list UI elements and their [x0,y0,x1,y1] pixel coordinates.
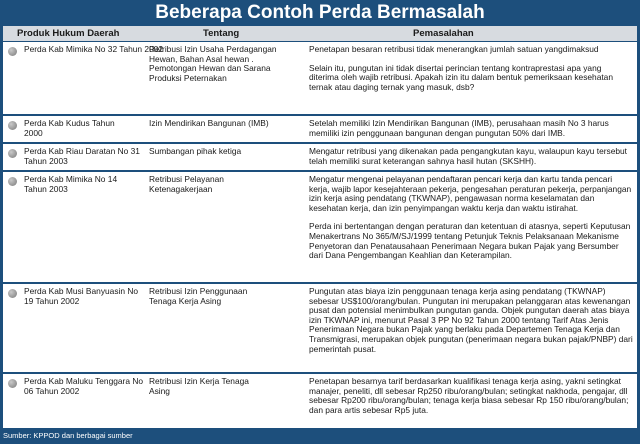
bullet-icon [8,379,17,388]
cell-tentang: Retribusi Pelayanan Ketenagakerjaan [149,174,224,194]
pemasalahan-paragraph: Mengatur retribusi yang dikenakan pada pengangkutan kayu, walaupun kayu tersebut telah memiliki surat keterangan sahnya hasil hutan (SKSHH). [309,146,628,166]
pemasalahan-paragraph: Pungutan atas biaya izin penggunaan tenaga kerja asing pendatang (TKWNAP) sebesar US$100/orang/bulan. Pungutan ini merupakan pelanggaran atas kewenangan pusat dan potensial menimbulkan pungutan ganda. Objek pungutan daerah atas biaya izin TKWNAP ini, menurut Pasal 3 PP No 92 Tahun 2000 tentang Tarif Atas Jenis Penerimaan Negara bukan Pajak yang berlaku pada Departemen Tenaga Kerja dan Transmigrasi, merupakan objek pungutan (penerimaan negara bukan pajak/PNBP) dari pemerintah pusat. [309,286,633,354]
cell-produk: Perda Kab Mimika No 32 Tahun 2002 [24,44,164,54]
cell-tentang: Sumbangan pihak ketiga [149,146,242,156]
header-produk: Produk Hukum Daerah [17,28,120,39]
cell-tentang: Retribusi Izin Kerja Tenaga Asing [149,376,249,396]
cell-produk: Perda Kab Maluku Tenggara No 06 Tahun 2002 [24,376,144,396]
cell-pemasalahan [309,119,633,138]
cell-pemasalahan [309,287,633,354]
pemasalahan-paragraph: Penetapan besarnya tarif berdasarkan kualifikasi tenaga kerja asing, yakni setingkat manajer, peneliti, dll sebesar Rp250 ribu/orang/bulan; setingkat nakhoda, pengajar, dll sebesar Rp200 ribu/orang/bulan; tenaga kerja biasa sebesar Rp 150 ribu/orang/bulan; dan para artis sebesar Rp5 juta. [309,376,629,415]
bullet-icon [8,47,17,56]
pemasalahan-paragraph: Selain itu, pungutan ini tidak disertai perincian tentang kontraprestasi apa yang diterima oleh wajib retribusi. Apakah izin itu dalam bentuk pemeriksaan kesehatan ternak atau daging ternak yang masuk, dsb? [309,62,613,92]
header-pemasalahan: Pemasalahan [413,28,474,39]
cell-pemasalahan [309,377,633,415]
pemasalahan-paragraph: Perda ini bertentangan dengan peraturan dan ketentuan di atasnya, seperti Keputusan Menakertrans No 365/M/SJ/1999 tentang Petunjuk Teknis Pelaksanaan Mekanisme Penyetoran dan Penatausahaan Penerimaan Negara bukan Pajak yang Bersumber dari Dana Pengembangan Keahlian dan Keterampilan. [309,221,631,261]
cell-pemasalahan [309,175,633,261]
table-row [3,116,637,142]
table-row [3,42,637,114]
pemasalahan-paragraph: Setelah memiliki Izin Mendirikan Bangunan (IMB), perusahaan masih No 3 harus memiliki izin penggunaan bangunan dengan pungutan 50% dari IMB. [309,118,609,138]
bullet-icon [8,121,17,130]
bullet-icon [8,289,17,298]
pemasalahan-paragraph: Penetapan besaran retribusi tidak menerangkan jumlah satuan yangdimaksud [309,44,599,54]
table-row [3,172,637,282]
table-header [3,26,637,41]
table-row [3,144,637,170]
bullet-icon [8,177,17,186]
table-row [3,374,637,428]
table-row [3,284,637,372]
cell-tentang: Retribusi Izin Penggunaan Tenaga Kerja Asing [149,286,248,306]
header-tentang: Tentang [203,28,240,39]
cell-pemasalahan [309,147,633,166]
cell-tentang: Retribusi Izin Usaha Perdagangan Hewan, Bahan Asal hewan . Pemotongan Hewan dan Sarana Produksi Peternakan [149,44,277,83]
cell-produk: Perda Kab Mimika No 14 Tahun 2003 [24,174,118,194]
cell-produk: Perda Kab Kudus Tahun 2000 [24,118,115,138]
bullet-icon [8,149,17,158]
cell-tentang: Izin Mendirikan Bangunan (IMB) [149,118,269,128]
cell-produk: Perda Kab Musi Banyuasin No 19 Tahun 2002 [24,286,139,306]
pemasalahan-paragraph: Mengatur mengenai pelayanan pendaftaran pencari kerja dan kartu tanda pencari kerja, wajib lapor kesejahteraan pekerja, pengesahan peraturan pekerja, perpanjangan izin kerja asing pendatang (TKWNAP), pengawasan norma keselamatan dan kesehatan kerja, dan izin penyimpangan waktu kerja dan waktu istirahat. [309,174,632,213]
cell-produk: Perda Kab Riau Daratan No 31 Tahun 2003 [24,146,140,166]
cell-pemasalahan [309,45,633,92]
source-caption: Sumber: KPPOD dan berbagai sumber [3,431,133,440]
page-title: Beberapa Contoh Perda Bermasalah [155,2,485,23]
